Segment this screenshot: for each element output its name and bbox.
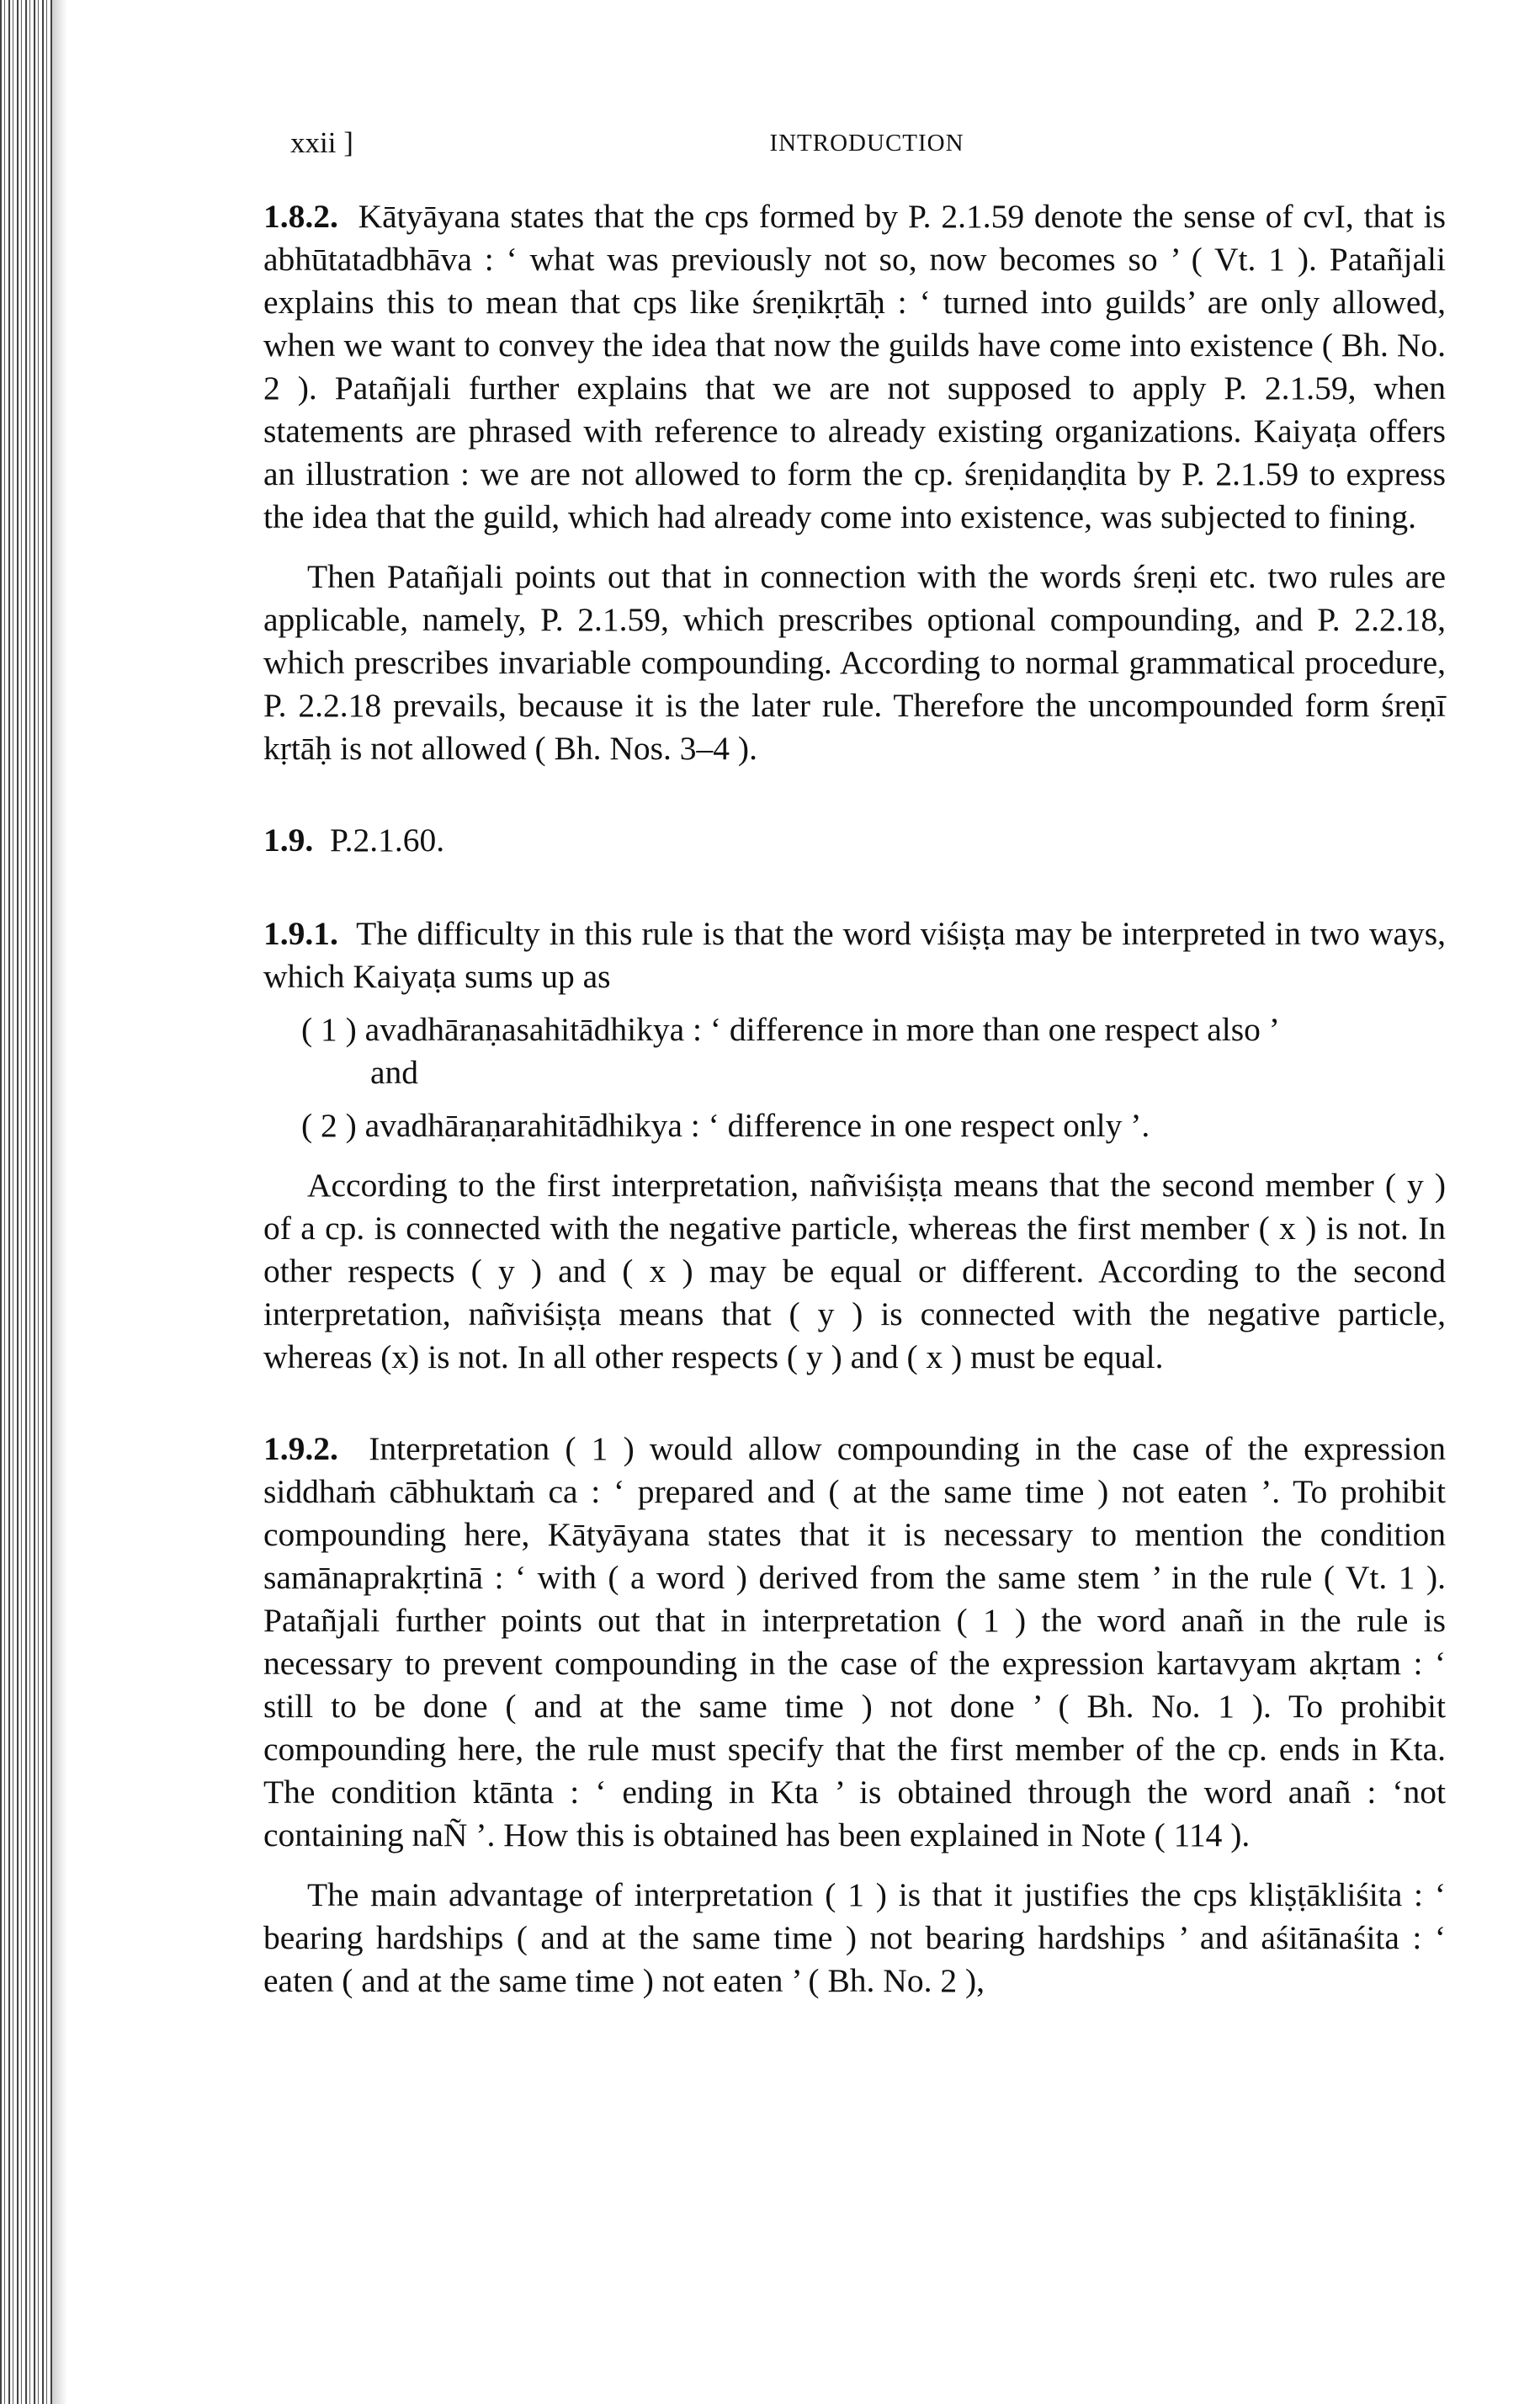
list-connector: and [370,1054,419,1091]
paragraph-text: The difficulty in this rule is that the word viśiṣṭa may be interpreted in two ways, which Kaiyaṭa sums up as [263,915,1446,995]
page-header [290,126,1443,177]
paragraph-text: Then Patañjali points out that in connection with the words śreṇi etc. two rules are applicable, namely, P. 2.1.59, which prescribes optional compounding, and P. 2.2.18, which prescribes invariable compounding. According to normal grammatical procedure, P. 2.2.18 prevails, because it is the later rule. Therefore the uncompounded form śreṇī kṛtāḥ is not allowed ( Bh. Nos. 3–4 ). [263,558,1446,767]
section-number: 1.9.2. [263,1430,338,1467]
page-body [263,195,1446,2002]
paragraph-text: According to the first interpretation, nañviśiṣṭa means that the second member ( y ) of a cp. is connected with the negative particle, whereas the first member ( x ) is not. In other respects ( y ) and ( x ) may be equal or different. According to the second interpretation, nañviśiṣṭa means that ( y ) is connected with the negative particle, whereas (x) is not. In all other respects ( y ) and ( x ) must be equal. [263,1167,1446,1375]
rule-reference: P.2.1.60. [330,822,445,859]
running-head: INTRODUCTION [769,130,964,157]
paragraph-according [263,1164,1446,1379]
paragraph-main-advantage [263,1874,1446,2002]
paragraph-1-9-2 [263,1428,1446,1857]
paragraph-text: Interpretation ( 1 ) would allow compounding in the case of the expression siddhaṁ cābhuktaṁ ca : ‘ prepared and ( at the same time ) not eaten ’. To prohibit compounding here, Kātyāyana states that it is necessary to mention the condition samānaprakṛtinā : ‘ with ( a word ) derived from the same stem ’ in the rule ( Vt. 1 ). Patañjali further points out that in interpretation ( 1 ) the word anañ in the rule is necessary to prevent compounding in the case of the expression kartavyam akṛtam : ‘ still to be done ( and at the same time ) not done ’ ( Bh. No. 1 ). To prohibit compounding here, the rule must specify that the first member of the cp. ends in Kta. The condition ktānta : ‘ ending in Kta ’ is obtained through the word anañ : ‘not containing naÑ ’. How this is obtained has been explained in Note ( 114 ). [263,1430,1447,1854]
list-item-2: ( 2 ) avadhāraṇarahitādhikya : ‘ difference in one respect only ’. [301,1107,1150,1144]
paragraph-text: Kātyāyana states that the cps formed by P. 2.1.59 denote the sense of cvI, that is abhūtatadbhāva : ‘ what was previously not so, now becomes so ’ ( Vt. 1 ). Patañjali explains this to mean that cps like śreṇikṛtāḥ : ‘ turned into guilds’ are only allowed, when we want to convey the idea that now the guilds have come into existence ( Bh. No. 2 ). Patañjali further explains that we are not supposed to apply P. 2.1.59, when statements are phrased with reference to already existing organizations. Kaiyaṭa offers an illustration : we are not allowed to form the cp. śreṇidaṇḍita by P. 2.1.59 to express the idea that the guild, which had already come into existence, was subjected to fining. [263,198,1447,535]
paragraph-text: The main advantage of interpretation ( 1 ) is that it justifies the cps kliṣṭākliśita : ‘ bearing hardships ( and at the same time ) not bearing hardships ’ and aśitānaśita : ‘ eaten ( and at the same time ) not eaten ’ ( Bh. No. 2 ), [263,1876,1446,1999]
page-number: xxii ] [290,126,353,159]
heading-1-9 [263,819,1446,862]
section-number: 1.8.2. [263,198,338,235]
paragraph-1-8-2 [263,195,1446,539]
section-number: 1.9. [263,822,314,859]
paragraph-then-patanjali [263,556,1446,770]
paragraph-1-9-1 [263,912,1446,998]
list-item-1: ( 1 ) avadhāraṇasahitādhikya : ‘ difference in more than one respect also ’ [301,1011,1280,1048]
book-binding-edge [0,0,52,2404]
section-number: 1.9.1. [263,915,338,952]
binding-shadow [52,0,67,2404]
